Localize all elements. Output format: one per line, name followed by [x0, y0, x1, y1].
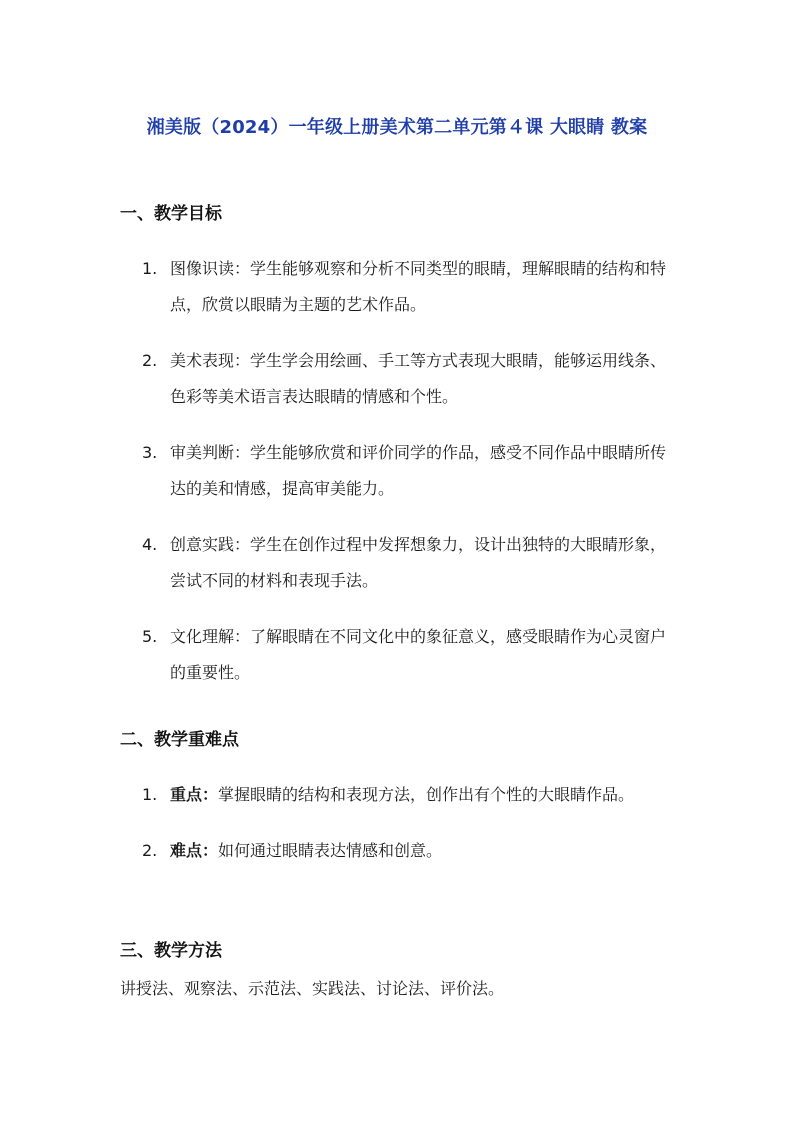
list-item-number: 1. [142, 259, 158, 278]
list-item [120, 343, 680, 415]
section-heading-key-points: 二、教学重难点 [120, 730, 239, 750]
list-item [120, 619, 680, 691]
key-point-label: 重点： [170, 785, 219, 804]
list-item-number: 3. [142, 443, 158, 462]
list-item-number: 1. [142, 785, 158, 804]
key-point-text: 掌握眼睛的结构和表现方法，创作出有个性的大眼睛作品。 [218, 785, 635, 804]
objectives-list [120, 251, 680, 711]
list-item-number: 2. [142, 351, 158, 370]
section-heading-methods: 三、教学方法 [120, 941, 222, 961]
list-item [120, 251, 680, 323]
list-item-text: 美术表现：学生学会用绘画、手工等方式表现大眼睛，能够运用线条、色彩等美术语言表达眼睛的情感和个性。 [170, 351, 667, 406]
list-item-text [120, 833, 680, 869]
difficulty-text: 如何通过眼睛表达情感和创意。 [218, 841, 443, 860]
list-item [120, 435, 680, 507]
list-item [120, 527, 680, 599]
list-item [120, 833, 680, 869]
list-item-number: 4. [142, 535, 158, 554]
list-item-text: 文化理解：了解眼睛在不同文化中的象征意义，感受眼睛作为心灵窗户的重要性。 [170, 627, 667, 682]
methods-text: 讲授法、观察法、示范法、实践法、讨论法、评价法。 [120, 979, 505, 998]
difficulty-label: 难点： [170, 841, 219, 860]
list-item-number: 5. [142, 627, 158, 646]
document-title: 湘美版（2024）一年级上册美术第二单元第４课 大眼睛 教案 [146, 117, 648, 138]
list-item-text [120, 777, 680, 813]
list-item-number: 2. [142, 841, 158, 860]
key-points-list [120, 777, 680, 889]
section-heading-objectives: 一、教学目标 [120, 204, 222, 224]
list-item-text: 创意实践：学生在创作过程中发挥想象力，设计出独特的大眼睛形象，尝试不同的材料和表现手法。 [170, 535, 667, 590]
list-item-text: 图像识读：学生能够观察和分析不同类型的眼睛，理解眼睛的结构和特点，欣赏以眼睛为主题的艺术作品。 [170, 259, 667, 314]
list-item-text: 审美判断：学生能够欣赏和评价同学的作品，感受不同作品中眼睛所传达的美和情感，提高审美能力。 [170, 443, 667, 498]
list-item [120, 777, 680, 813]
